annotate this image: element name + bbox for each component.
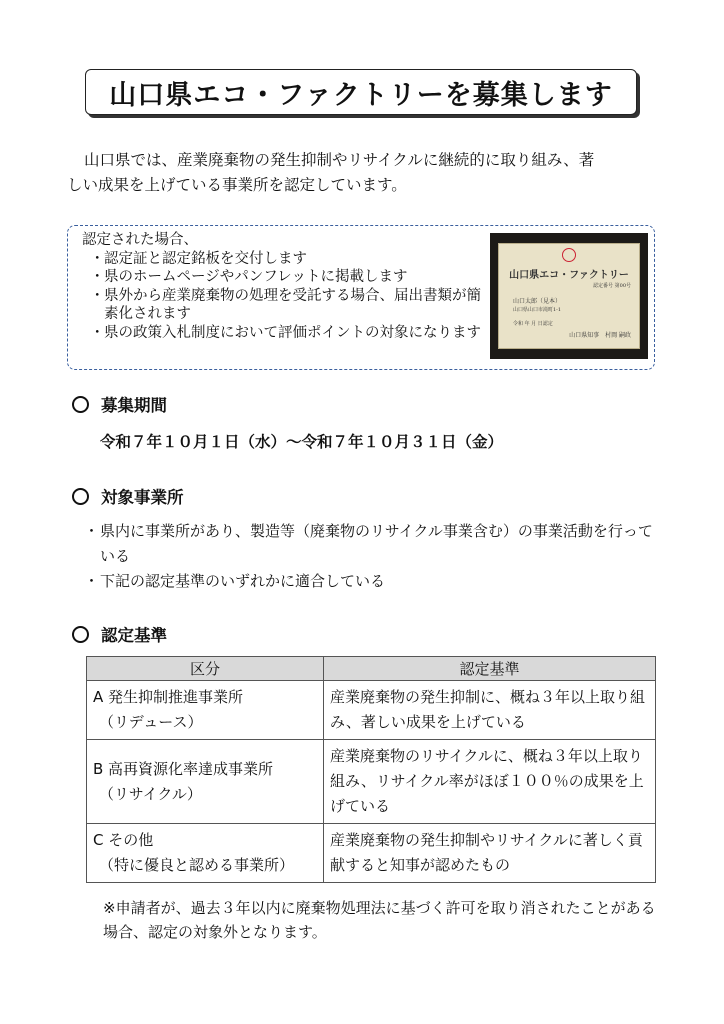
benefit-text: 県のホームページやパンフレットに掲載します (104, 269, 408, 285)
benefit-item (82, 287, 492, 324)
plate-name: 山口太郎（見本） (513, 298, 562, 305)
bullet-mark: ・ (90, 324, 105, 341)
category-cell (87, 681, 324, 740)
prefecture-emblem-icon (562, 248, 576, 262)
category-cell (87, 824, 324, 883)
intro-line-2: しい成果を上げている事業所を認定しています。 (67, 176, 407, 194)
category-name: C その他 (93, 831, 154, 849)
bullet-mark: ・ (84, 572, 100, 590)
footnote: ※申請者が、過去３年以内に廃棄物処理法に基づく許可を取り消されたことがある場合、認定の対象外となります。 (103, 899, 656, 941)
page-title: 山口県エコ・ファクトリーを募集します (109, 79, 613, 111)
plate-address: 山口県山口市滝町1-1 (513, 307, 562, 313)
circle-bullet-icon (72, 488, 89, 505)
circle-bullet-icon (72, 396, 89, 413)
bullet-mark: ・ (90, 269, 105, 285)
bullet-mark: ・ (84, 522, 100, 540)
table-row (87, 824, 656, 883)
bullet-mark: ・ (90, 250, 105, 267)
target-text: 下記の認定基準のいずれかに適合している (100, 572, 386, 590)
criterion-cell: 産業廃棄物の発生抑制に、概ね３年以上取り組み、著しい成果を上げている (324, 681, 656, 740)
circle-bullet-icon (72, 626, 89, 643)
benefits-list (82, 231, 492, 342)
plate-date: 令和 年 月 日認定 (513, 321, 553, 327)
table-row (87, 740, 656, 824)
category-cell (87, 740, 324, 824)
benefit-item (82, 324, 492, 343)
category-sub: （リデュース） (99, 713, 203, 731)
category-name: A 発生抑制推進事業所 (93, 688, 244, 706)
benefits-box (67, 225, 655, 370)
category-name: B 高再資源化率達成事業所 (93, 759, 274, 778)
category-sub: （リサイクル） (99, 784, 202, 803)
criterion-cell: 産業廃棄物の発生抑制やリサイクルに著しく貢献すると知事が認めたもの (324, 824, 656, 883)
benefits-lead: 認定された場合、 (82, 232, 198, 248)
criterion-cell: 産業廃棄物のリサイクルに、概ね３年以上取り組み、リサイクル率がほぼ１００％の成果を上げている (324, 740, 656, 824)
category-sub: （特に優良と認める事業所） (99, 856, 295, 874)
benefit-item (82, 268, 492, 287)
table-row (87, 681, 656, 740)
intro-paragraph (67, 148, 667, 198)
plate-number: 認定番号 第00号 (593, 283, 631, 289)
target-list (84, 519, 664, 594)
criteria-table (86, 656, 656, 883)
benefit-item (82, 250, 492, 269)
certificate-plate-photo (490, 233, 648, 359)
target-text: 県内に事業所があり、製造等（廃棄物のリサイクル事業含む）の事業活動を行っている (100, 522, 653, 565)
table-header-row (87, 657, 656, 681)
certificate-plate (498, 243, 640, 349)
benefit-text: 県の政策入札制度において評価ポイントの対象になります (104, 324, 481, 341)
plate-signer: 山口県知事 村岡 嗣政 (569, 332, 631, 339)
benefit-text: 認定証と認定銘板を交付します (104, 250, 307, 267)
column-header-criteria: 認定基準 (324, 657, 656, 681)
title-banner (85, 69, 637, 115)
section-title: 募集期間 (101, 396, 167, 415)
plate-title: 山口県エコ・ファクトリー (509, 270, 629, 281)
section-title: 認定基準 (101, 626, 167, 645)
column-header-category: 区分 (87, 657, 324, 681)
benefit-text: 県外から産業廃棄物の処理を受託する場合、届出書類が簡素化されます (104, 287, 481, 322)
recruitment-period: 令和７年１０月１日（水）～令和７年１０月３１日（金） (100, 433, 504, 451)
bullet-mark: ・ (90, 287, 105, 304)
intro-line-1: 山口県では、産業廃棄物の発生抑制やリサイクルに継続的に取り組み、著 (84, 151, 595, 169)
section-heading-target (72, 484, 184, 508)
list-item (84, 569, 664, 594)
section-heading-criteria (72, 622, 167, 646)
section-heading-period (72, 392, 167, 416)
list-item (84, 519, 664, 569)
section-title: 対象事業所 (101, 488, 184, 507)
